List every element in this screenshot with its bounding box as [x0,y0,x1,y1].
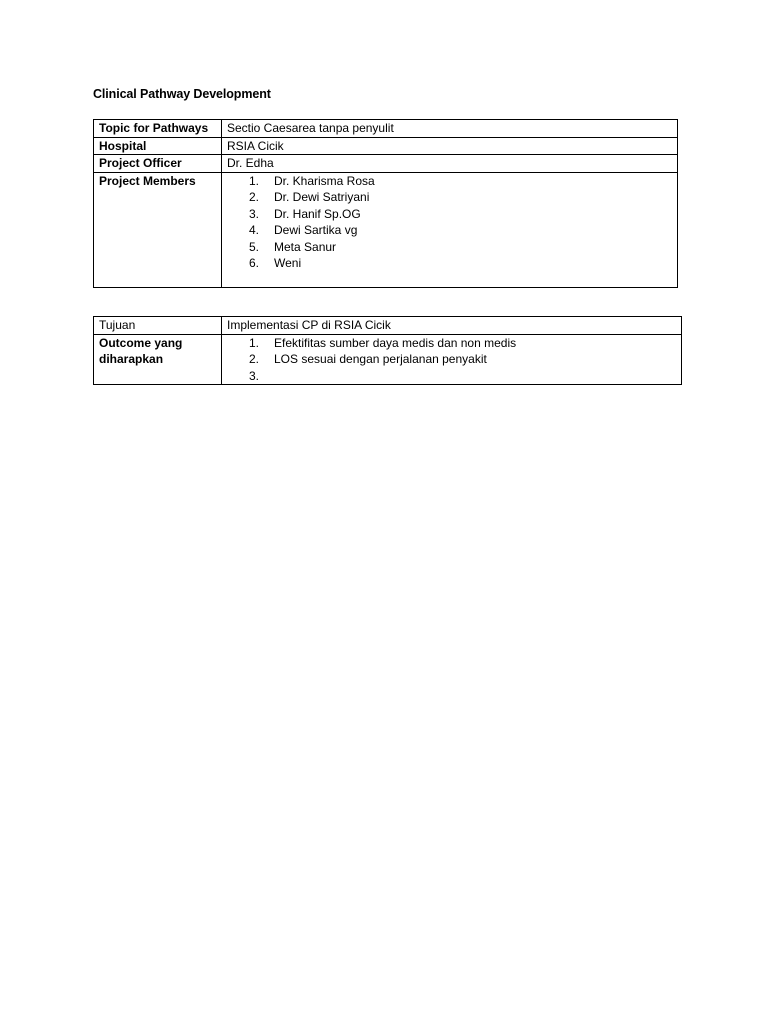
list-item [227,189,673,206]
objectives-table [93,316,682,385]
list-number: 5. [249,239,260,254]
outcome-text: Efektifitas sumber daya medis dan non medis [274,335,517,350]
document-title: Clinical Pathway Development [93,87,271,101]
tujuan-label: Tujuan [94,317,222,335]
list-number: 3. [249,206,260,221]
table-row-tujuan [94,317,682,335]
table-row-officer [94,155,678,173]
members-label: Project Members [94,172,222,287]
table-row-topic [94,120,678,138]
list-item [227,222,673,239]
list-item [227,206,673,223]
list-item [227,351,677,368]
member-name: Meta Sanur [274,239,337,254]
list-number: 1. [249,173,260,188]
list-number: 2. [249,190,260,204]
outcome-label-line2: diharapkan [99,352,164,366]
list-item [227,335,677,352]
member-name: Dr. Dewi Satriyani [274,190,370,204]
outcome-label [94,334,222,385]
topic-value: Sectio Caesarea tanpa penyulit [222,120,678,138]
table-row-outcome [94,334,682,385]
table-row-hospital [94,137,678,155]
members-cell [222,172,678,287]
outcome-label-line1: Outcome yang [99,335,183,350]
hospital-label: Hospital [94,137,222,155]
list-number: 6. [249,256,260,270]
tujuan-value: Implementasi CP di RSIA Cicik [222,317,682,335]
list-item [227,255,673,272]
list-number: 4. [249,223,260,237]
member-name: Dr. Kharisma Rosa [274,173,375,188]
topic-label: Topic for Pathways [94,120,222,138]
outcome-text: LOS sesuai dengan perjalanan penyakit [274,352,487,366]
list-item [227,368,677,385]
member-name: Dewi Sartika vg [274,223,358,237]
outcome-cell [222,334,682,385]
hospital-value: RSIA Cicik [222,137,678,155]
officer-label: Project Officer [94,155,222,173]
list-number: 2. [249,352,260,366]
member-name: Dr. Hanif Sp.OG [274,206,361,221]
list-number: 1. [249,335,260,350]
members-list [227,173,673,272]
project-info-table [93,119,678,288]
list-item [227,239,673,256]
list-number: 3. [249,368,260,383]
officer-value: Dr. Edha [222,155,678,173]
list-item [227,173,673,190]
member-name: Weni [274,256,302,270]
table-row-members [94,172,678,287]
outcome-list [227,335,677,385]
